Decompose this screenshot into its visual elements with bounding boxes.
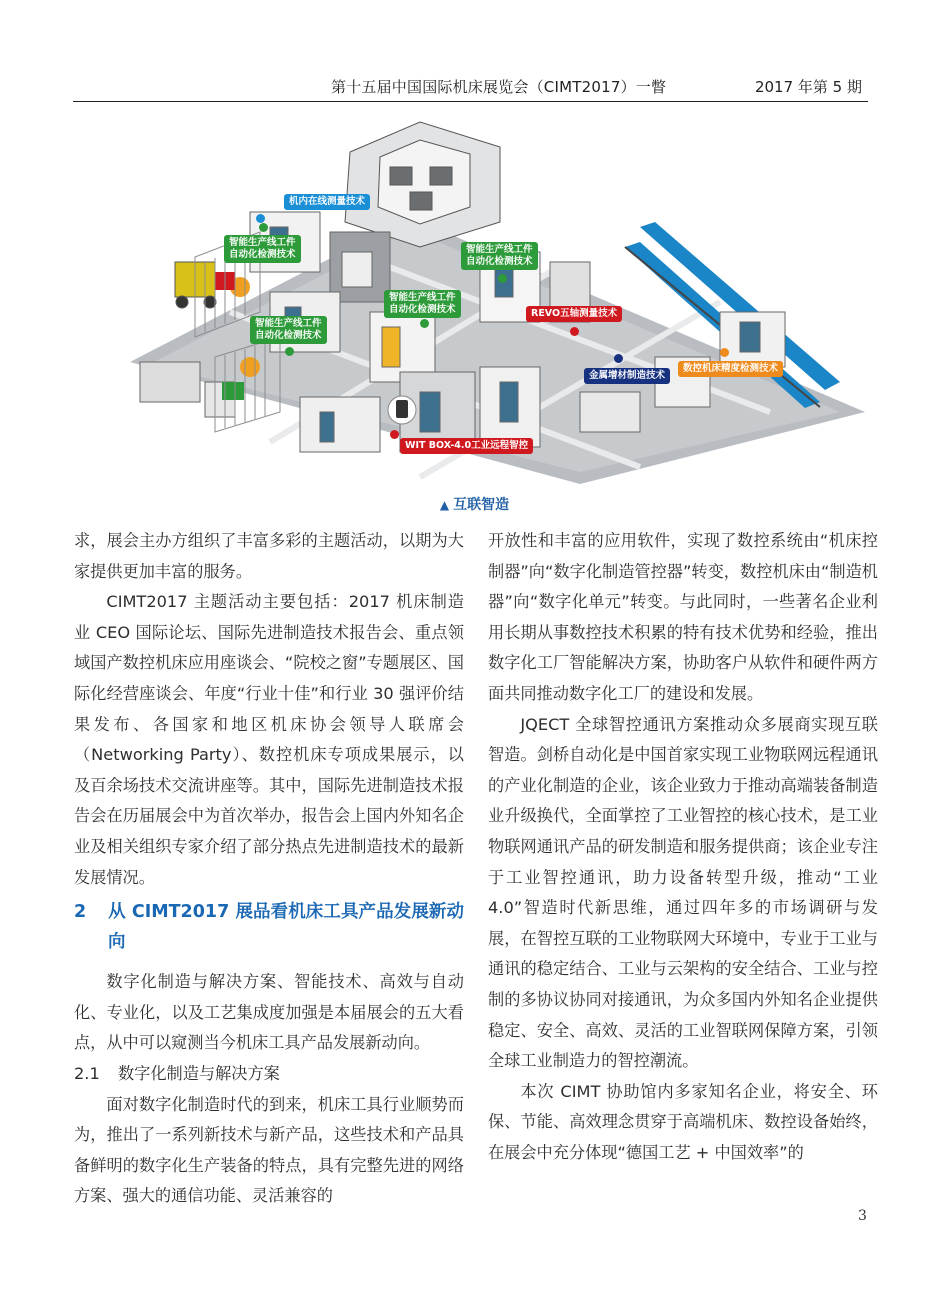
callout-cnc-precision: [678, 361, 783, 377]
callout-text: WIT BOX-4.0工业远程智控: [405, 440, 529, 451]
smart-factory-illustration: [120, 112, 880, 490]
section-heading: [74, 897, 464, 957]
callout-marker: [614, 354, 623, 363]
caption-triangle-icon: ▲: [439, 498, 450, 512]
tablet-hand: [388, 396, 416, 424]
callout-text-line1: 智能生产线工件: [389, 292, 456, 303]
callout-text-line2: 自动化检测技术: [229, 249, 296, 260]
journal-title: 第十五届中国国际机床展览会（CIMT2017）一瞥: [331, 78, 667, 96]
paragraph: 开放性和丰富的应用软件，实现了数控系统由“机床控制器”向“数字化制造管控器”转变，数控机床由“制造机器”向“数字化单元”转变。与此同时，一些著名企业利用长期从事数控技术积累的特有技术优势和经验，推出数字化工厂智能解决方案，协助客户从软件和硬件两方面共同推动数字化工厂的建设和发展。: [488, 531, 878, 703]
paragraph: 求，展会主办方组织了丰富多彩的主题活动，以期为大家提供更加丰富的服务。: [74, 531, 464, 581]
callout-smart-line-inspection-3: [384, 290, 461, 318]
callout-marker: [720, 348, 729, 357]
callout-text: REVO五轴测量技术: [531, 308, 618, 319]
paragraph: JQECT 全球智控通讯方案推动众多展商实现互联智造。剑桥自动化是中国首家实现工业物联网远程通讯的产业化制造的企业，该企业致力于推动高端装备制造业升级换代，全面掌控了工业智控的核心技术，是工业物联网通讯产品的研发制造和服务提供商；该企业专注于工业智控通讯，助力设备转型升级，推动“工业 4.0”智造时代新思维，通过四年多的市场调研与发展，在智控互联的工业物联网大环境中，专业于工业与通讯的稳定结合、工业与云架构的安全结合、工业与控制的多协议协同对接通讯，为众多国内外知名企业提供稳定、安全、高效、灵活的工业智联网保障方案，引领全球工业制造力的智控潮流。: [488, 714, 878, 1071]
callout-text-line1: 智能生产线工件: [229, 237, 296, 248]
paragraph: 本次 CIMT 协助馆内多家知名企业，将安全、环保、节能、高效理念贯穿于高端机床、数控设备始终，在展会中充分体现“德国工艺 + 中国效率”的: [488, 1081, 878, 1162]
callout-marker: [390, 430, 399, 439]
callout-marker: [570, 327, 579, 336]
callout-marker: [259, 223, 268, 232]
paragraph: CIMT2017 主题活动主要包括：2017 机床制造业 CEO 国际论坛、国际先进制造技术报告会、重点领域国产数控机床应用座谈会、“院校之窗”专题展区、国际化经营座谈会、年度“行业十佳”和行业 30 强评价结果发布、各国家和地区机床协会领导人联席会（Networking Party）、数控机床专项成果展示，以及百余场技术交流讲座等。其中，国际先进制造技术报告会在历届展会中为首次举办，报告会上国内外知名企业及相关组织专家介绍了部分热点先进制造技术的最新发展情况。: [74, 592, 464, 887]
paragraph: 数字化制造与解决方案、智能技术、高效与自动化、专业化，以及工艺集成度加强是本届展会的五大看点，从中可以窥测当今机床工具产品发展新动向。: [74, 972, 464, 1053]
subsection-title: 数字化制造与解决方案: [118, 1063, 280, 1083]
callout-text: 机内在线测量技术: [289, 196, 366, 207]
callout-smart-line-inspection-1: [224, 235, 301, 263]
callout-marker: [256, 214, 265, 223]
subsection-number: 2.1: [74, 1063, 100, 1083]
callout-smart-line-inspection-2: [461, 242, 538, 270]
right-column: [488, 526, 878, 1168]
section-title: 从 CIMT2017 展品看机床工具产品发展新动向: [108, 902, 464, 953]
callout-text-line2: 自动化检测技术: [389, 304, 456, 315]
callout-witbox-remote-control: [400, 438, 533, 454]
page-number: 3: [858, 1208, 867, 1224]
callout-marker: [285, 347, 294, 356]
left-column: [74, 526, 464, 1212]
figure-caption: [0, 494, 949, 514]
running-header: [73, 74, 868, 102]
paragraph: 面对数字化制造时代的到来，机床工具行业顺势而为，推出了一系列新技术与新产品，这些技术和产品具备鲜明的数字化生产装备的特点，具有完整先进的网络方案、强大的通信功能、灵活兼容的: [74, 1094, 464, 1206]
callout-text-line2: 自动化检测技术: [255, 330, 322, 341]
callout-marker: [498, 274, 507, 283]
callout-smart-line-inspection-4: [250, 316, 327, 344]
callout-text-line1: 智能生产线工件: [466, 244, 533, 255]
section-number: 2: [74, 902, 87, 923]
caption-text: 互联智造: [453, 497, 510, 513]
callout-text-line2: 自动化检测技术: [466, 256, 533, 267]
factory-floor-drawing: [120, 112, 880, 490]
callout-text: 金属增材制造技术: [589, 370, 666, 381]
robot-cell: [345, 122, 500, 247]
issue-number: 2017 年第 5 期: [754, 78, 862, 96]
callout-text-line1: 智能生产线工件: [255, 318, 322, 329]
callout-in-machine-measurement: [284, 194, 370, 210]
callout-marker: [420, 319, 429, 328]
subsection-heading: [74, 1059, 464, 1090]
callout-metal-additive: [584, 368, 670, 384]
callout-revo-measurement: [526, 306, 622, 322]
callout-text: 数控机床精度检测技术: [683, 363, 779, 374]
